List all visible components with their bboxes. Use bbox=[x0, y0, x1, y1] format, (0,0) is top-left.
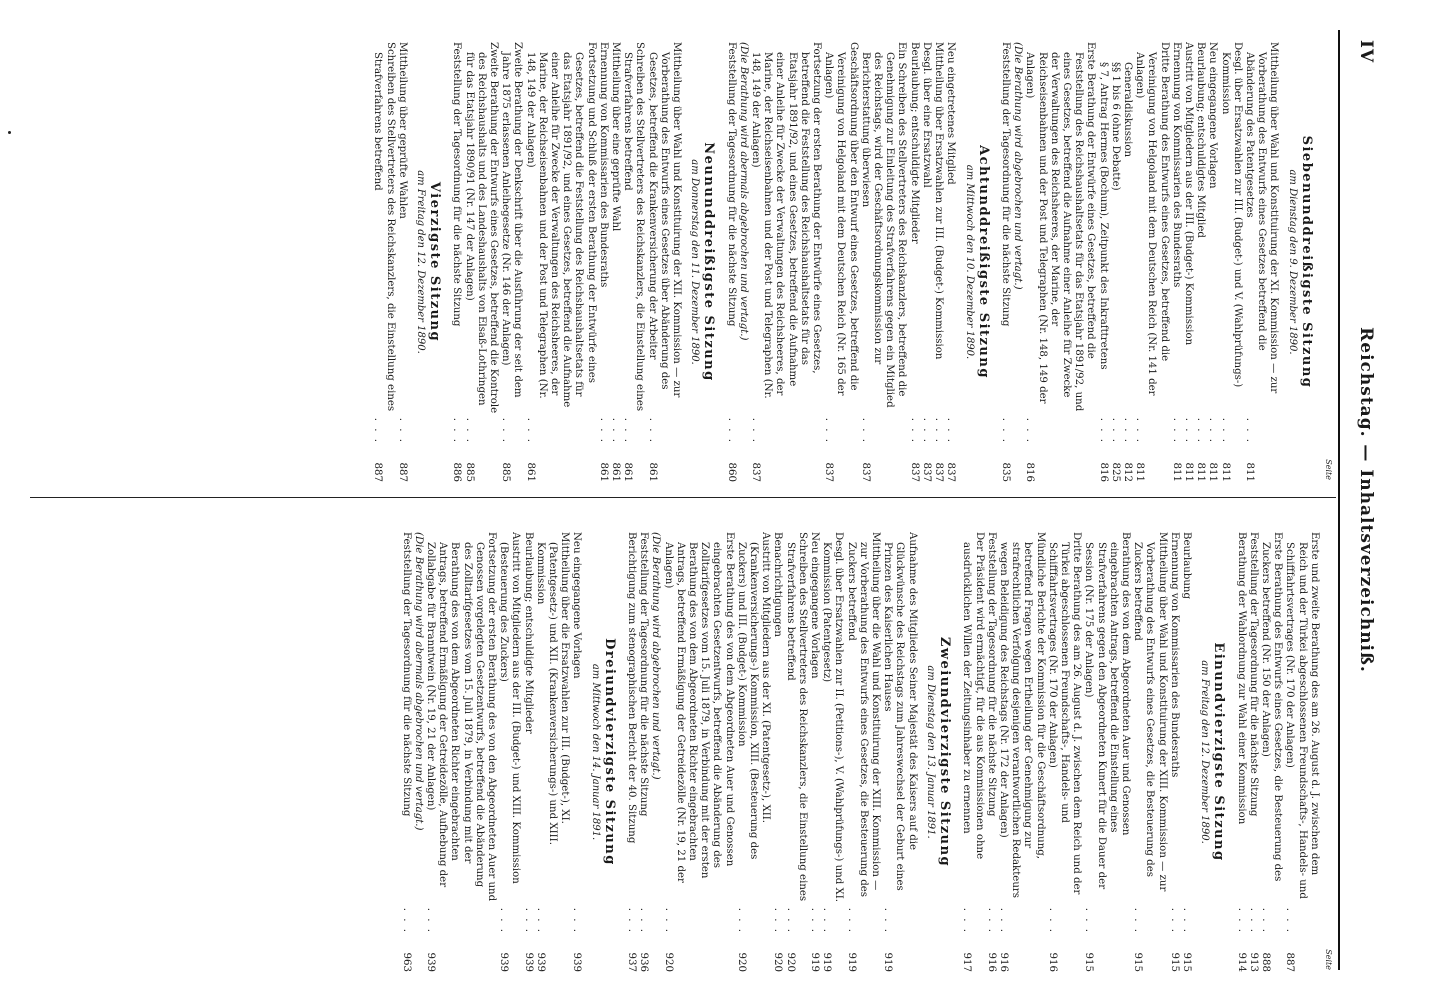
left-sessions bbox=[371, 42, 1312, 482]
leader-dots: . . . bbox=[1134, 417, 1146, 444]
toc-entry bbox=[724, 42, 736, 482]
toc-entry-text: Desgl. über eine Ersatzwahl bbox=[920, 42, 932, 188]
leader-dots: . . . bbox=[1247, 907, 1259, 934]
toc-page-number: 811 bbox=[1243, 462, 1255, 482]
toc-entry bbox=[1082, 532, 1131, 972]
toc-entry bbox=[1121, 42, 1133, 482]
toc-entry bbox=[997, 532, 1046, 972]
toc-page-number: 916 bbox=[997, 952, 1009, 972]
leader-dots: . . . bbox=[1170, 417, 1182, 444]
toc-entry bbox=[649, 532, 661, 972]
toc-page-number: 861 bbox=[622, 462, 634, 482]
toc-page-number: 861 bbox=[524, 462, 536, 482]
toc-page-number: 861 bbox=[646, 462, 658, 482]
toc-entry-text: Fortsetzung und Schluß der ersten Berathung der Entwürfe eines Gesetzes, betreffend die Feststellung des Reichshaushaltsetats für das Etatsjahr 1891/92, und eines Gesetzes, betreffend die Aufnahme einer Anleihe für Zwecke der Verwaltungen des Reichsheeres, der Marine, der Reichseisenbahnen und der Post und Telegraphen (Nr. 148, 149 der Anlagen) bbox=[524, 42, 597, 408]
toc-page-number: 919 bbox=[809, 952, 821, 972]
leader-dots: . . . bbox=[1109, 417, 1121, 444]
toc-page-number: 837 bbox=[750, 462, 762, 482]
leader-dots: . . . bbox=[372, 417, 384, 444]
leader-dots: . . . bbox=[571, 907, 583, 934]
toc-entry bbox=[737, 42, 749, 482]
toc-entry-text: Feststellung der Tagesordnung für die nächste Sitzung bbox=[1247, 532, 1259, 817]
session-title: Einundvierzigste Sitzung bbox=[1211, 642, 1227, 862]
leader-dots: . . . bbox=[821, 907, 833, 934]
toc-entry-text: Zweite Berathung der Entwurfs eines Gesetzes, betreffend die Kontrole des Reichshaushalts und des Landeshaushalts von Elsaß-Lothringen für das Etatsjahr 1890/91 (Nr. 147 der Anlagen) bbox=[463, 42, 499, 414]
leader-dots: . . . bbox=[646, 417, 658, 444]
toc-entry-text: Desgl. über Ersatzwahlen zur II. (Petitions-), V. (Wahlprüfungs-) und XI. Kommission (Patentgesetz) bbox=[821, 532, 845, 903]
toc-entry bbox=[499, 42, 523, 482]
leader-dots: . . . bbox=[1195, 417, 1207, 444]
leader-dots: . . . bbox=[823, 417, 835, 444]
toc-entry-text: Ernennung von Kommissarien des Bundesraths bbox=[1168, 532, 1180, 778]
column-divider bbox=[30, 497, 1336, 498]
leader-dots: . . . bbox=[1259, 907, 1271, 934]
toc-entry bbox=[609, 42, 621, 482]
toc-entry bbox=[625, 532, 637, 972]
leader-dots: . . . bbox=[1097, 417, 1109, 444]
toc-entry-text: Neu eingegangene Vorlagen bbox=[809, 532, 821, 679]
toc-entry-text: Neu eingegangene Vorlagen bbox=[571, 532, 583, 679]
session-date: am Mittwoch den 14. Januar 1891. bbox=[589, 663, 601, 841]
toc-entry bbox=[1194, 42, 1206, 482]
toc-entry bbox=[497, 532, 521, 972]
toc-entry bbox=[424, 532, 497, 972]
session-title: Vierzigste Sitzung bbox=[427, 181, 443, 343]
toc-page-number: 885 bbox=[500, 462, 512, 482]
toc-entry-text: Mittheilung über eine geprüfte Wahl bbox=[610, 42, 622, 232]
session-section bbox=[625, 532, 953, 972]
toc-page-number: 963 bbox=[400, 952, 412, 972]
leader-dots: . . . bbox=[1046, 907, 1058, 934]
toc-entry bbox=[1218, 42, 1242, 482]
toc-page-number: 837 bbox=[823, 462, 835, 482]
session-section bbox=[371, 42, 443, 482]
toc-entry-text: (Die Berathung wird abermals abgebrochen und vertagt.) bbox=[737, 42, 749, 341]
toc-entry-text: Feststellung der Tagesordnung für die nächste Sitzung bbox=[985, 532, 997, 817]
toc-entry-text: Feststellung der Tagesordnung für die nächste Sitzung bbox=[451, 42, 463, 327]
left-column bbox=[371, 42, 1334, 482]
toc-page-number: 939 bbox=[522, 952, 534, 972]
toc-entry bbox=[985, 532, 997, 972]
toc-entry-text: Berathung der Wahlordnung zur Wahl einer Kommission bbox=[1235, 532, 1247, 825]
toc-entry bbox=[412, 532, 424, 972]
session-section bbox=[399, 532, 617, 972]
leader-dots: . . . bbox=[622, 417, 634, 444]
toc-entry-text: Desgl. über Ersatzwahlen zur III. (Budget-) und V. (Wahlprüfungs-) Kommission bbox=[1219, 42, 1243, 388]
toc-page-number: 812 bbox=[1121, 462, 1133, 482]
toc-entry-text: Ernennung von Kommissarien des Bundesraths bbox=[597, 42, 609, 288]
toc-entry bbox=[1168, 532, 1180, 972]
toc-entry-text: Austritt von Mitgliedern aus der XI. (Patentgesetz-), XII. (Krankenversicherungs-) Kommission, XIII. (Besteuerung des Zuckers) und III. (Budget-) Kommission bbox=[735, 532, 772, 860]
toc-page-number: 920 bbox=[735, 952, 747, 972]
toc-page-number: 837 bbox=[945, 462, 957, 482]
toc-page-number: 837 bbox=[908, 462, 920, 482]
toc-entry-text: Mittheilung über Wahl und Konstituirung der XIII. Kommission — zur Vorberathung des Entwurfs eines Gesetzes, die Besteuerung des Zuckers betreffend bbox=[1132, 532, 1168, 892]
toc-entry bbox=[637, 532, 649, 972]
column-label: Seite bbox=[1324, 949, 1333, 970]
leader-dots: . . . bbox=[945, 417, 957, 444]
toc-entry-text: Erste Berathung des Entwurfs eines Gesetzes, die Besteuerung des Zuckers betreffend (Nr. 150 der Anlagen) bbox=[1259, 532, 1284, 882]
toc-page-number: 811 bbox=[1195, 462, 1207, 482]
leader-dots: . . . bbox=[522, 907, 534, 934]
right-column bbox=[399, 532, 1334, 972]
session-section bbox=[999, 42, 1312, 482]
leader-dots: . . . bbox=[1235, 907, 1247, 934]
toc-page-number: 861 bbox=[610, 462, 622, 482]
toc-entry-text: Mittheilung über die Wahl und Konstituirung der XIII. Kommission — zur Vorberathung des Entwurfs eines Gesetzes, die Besteuerung des Zuckers betreffend bbox=[845, 532, 882, 897]
leader-dots: . . . bbox=[610, 417, 622, 444]
toc-entry-text: Beurlaubung; entschuldigte Mitglieder bbox=[522, 532, 534, 734]
leader-dots: . . . bbox=[985, 907, 997, 934]
toc-entry-text: Feststellung der Tagesordnung für die nächste Sitzung bbox=[400, 532, 412, 817]
leader-dots: . . . bbox=[463, 417, 475, 444]
toc-entry-text: Mittheilung über Wahl und Konstituirung der XII. Kommission — zur Vorberathung des Entwurfs eines Gesetzes über Abänderung des Gesetzes, betreffend die Krankenversicherung der Arbeiter bbox=[646, 42, 683, 398]
toc-entry-text: Mittheilung über Ersatzwahlen zur III. (Budget-) Kommission bbox=[933, 42, 945, 360]
toc-entry bbox=[771, 532, 783, 972]
toc-page-number: 816 bbox=[1024, 462, 1036, 482]
toc-entry-text: Beurlaubung; entschuldigtes Mitglied bbox=[1195, 42, 1207, 238]
toc-entry-text: Ein Schreiben des Stellvertreters des Reichskanzlers, betreffend die Genehmigung zur Einleitung des Strafverfahrens gegen ein Mitglied des Reichstags, wird der Geschäftsordnungskommission zur Berichterstattung überwiesen bbox=[859, 42, 908, 408]
toc-entry-text: Schreiben des Stellvertreters des Reichskanzlers, die Einstellung eines Strafverfahrens betreffend bbox=[622, 42, 646, 412]
toc-entry bbox=[645, 42, 682, 482]
toc-page-number: 936 bbox=[638, 952, 650, 972]
toc-entry-text: Dritte Berathung des am 26. August d. J. zwischen dem Reich und der Türkei abgeschlossenen Freundschafts-, Handels- und Schifffahrtsvertrages (Nr. 170 der Anlagen) bbox=[1046, 532, 1083, 895]
toc-entry bbox=[521, 532, 533, 972]
toc-entry bbox=[371, 42, 395, 482]
toc-entry bbox=[661, 532, 734, 972]
toc-page-number: 919 bbox=[845, 952, 857, 972]
toc-page-number: 915 bbox=[1083, 952, 1095, 972]
toc-entry bbox=[1206, 42, 1218, 482]
toc-entry bbox=[1046, 532, 1083, 972]
toc-entry bbox=[1180, 532, 1192, 972]
toc-page-number: 811 bbox=[1134, 462, 1146, 482]
toc-entry bbox=[1109, 42, 1121, 482]
toc-entry bbox=[1011, 42, 1023, 482]
toc-entry bbox=[822, 42, 859, 482]
toc-entry-text: Berichtigung zum stenographischen Bericht der 40. Sitzung bbox=[626, 532, 638, 844]
toc-page-number: 860 bbox=[725, 462, 737, 482]
toc-entry bbox=[749, 42, 822, 482]
toc-page-number: 816 bbox=[1097, 462, 1109, 482]
toc-page-number: 811 bbox=[1182, 462, 1194, 482]
toc-entry bbox=[932, 42, 944, 482]
leader-dots: . . . bbox=[1083, 907, 1095, 934]
toc-entry bbox=[783, 532, 807, 972]
toc-entry-text: Neu eingetretenes Mitglied bbox=[945, 42, 957, 185]
toc-entry bbox=[1243, 42, 1280, 482]
toc-entry-text: Dritte Berathung des Entwurfs eines Gesetzes, betreffend die Vereinigung von Helgoland mit dem Deutschen Reich (Nr. 141 der Anlagen) bbox=[1134, 42, 1170, 396]
toc-entry bbox=[999, 42, 1011, 482]
toc-entry bbox=[1131, 532, 1168, 972]
leader-dots: . . . bbox=[500, 417, 512, 444]
leader-dots: . . . bbox=[1121, 417, 1133, 444]
session-title: Dreiundvierzigste Sitzung bbox=[601, 638, 617, 866]
session-date: am Freitag den 12. Dezember 1890. bbox=[1199, 660, 1211, 844]
toc-page-number: 920 bbox=[784, 952, 796, 972]
page-number-roman: IV bbox=[1356, 40, 1376, 64]
toc-entry-text: Schreiben des Stellvertreters des Reichskanzlers, die Einstellung eines Strafverfahrens betreffend bbox=[784, 532, 808, 902]
leader-dots: . . . bbox=[524, 417, 536, 444]
toc-page-number: 837 bbox=[859, 462, 871, 482]
column-label: Seite bbox=[1324, 459, 1333, 480]
leader-dots: . . . bbox=[400, 907, 412, 934]
toc-entry bbox=[450, 42, 462, 482]
toc-entry-text: Der Präsident wird ermächtigt, für die aus Kommissionen ohne ausdrücklichen Willen der Zeitungsinhaber zu ernennen bbox=[961, 532, 985, 860]
session-date: am Mittwoch den 10. Dezember 1890. bbox=[963, 164, 975, 360]
session-section bbox=[1234, 532, 1319, 972]
toc-page-number: 811 bbox=[1207, 462, 1219, 482]
toc-entry bbox=[597, 42, 609, 482]
leader-dots: . . . bbox=[1207, 417, 1219, 444]
toc-entry-text: Fortsetzung der ersten Berathung der Entwürfe eines Gesetzes, betreffend die Feststellung des Reichshaushaltsetats für das Etatsjahr 1891/92, und eines Gesetzes, betreffend die Aufnahme einer Anleihe für Zwecke der Verwaltungen des Reichsheeres, der Marine, der Reichseisenbahnen und der Post und Telegraphen (Nr. 148, 149 der Anlagen) bbox=[750, 42, 823, 399]
toc-page-number: 885 bbox=[463, 462, 475, 482]
toc-page-number: 886 bbox=[451, 462, 463, 482]
toc-entry-text: Erste Berathung des von dem Abgeordneten Auer und Genossen eingebrachten Gesetzentwurfs, betreffend die Abänderung des Zolltarifgesetzes vom 15. Juli 1879, in Verbindung mit der ersten Berathung des von dem Abgeordneten Richter eingebrachten Antrags, betreffend Ermäßigung der Getreidezölle (Nr. 19, 21 der Anlagen) bbox=[662, 532, 735, 883]
leader-dots: . . . bbox=[1219, 417, 1231, 444]
right-sessions bbox=[399, 532, 1319, 972]
leader-dots: . . . bbox=[845, 907, 857, 934]
toc-page-number: 825 bbox=[1109, 462, 1121, 482]
leader-dots: . . . bbox=[859, 417, 871, 444]
toc-entry bbox=[1283, 532, 1320, 972]
toc-page-number: 939 bbox=[571, 952, 583, 972]
toc-entry bbox=[1259, 532, 1283, 972]
leader-dots: . . . bbox=[961, 907, 973, 934]
leader-dots: . . . bbox=[396, 417, 408, 444]
leader-dots: . . . bbox=[534, 907, 546, 934]
toc-page-number: 914 bbox=[1235, 952, 1247, 972]
toc-entry bbox=[1234, 532, 1246, 972]
leader-dots: . . . bbox=[725, 417, 737, 444]
toc-entry-text: Aufnahme des Mitgliedes Seiner Majestät des Kaisers auf die Glückwünsche des Reichstags zum Jahreswechsel der Geburt eines Prinzen des Kaiserlichen Hauses bbox=[882, 532, 918, 891]
toc-entry-text: §§ 1 bis 6 (ohne Debatte) bbox=[1109, 62, 1121, 191]
toc-entry bbox=[399, 532, 411, 972]
toc-entry-text: Erste Berathung der Entwürfe eines Gesetzes, betreffend die Feststellung des Reichshaushaltsetats für das Etatsjahr 1891/92, und eines Gesetzes, betreffend die Aufnahme einer Anleihe für Zwecke der Verwaltungen des Reichsheeres, der Marine, der Reichseisenbahnen und der Post und Telegraphen (Nr. 148, 149 der Anlagen) bbox=[1024, 42, 1097, 412]
toc-page-number: 887 bbox=[372, 462, 384, 482]
toc-entry bbox=[1182, 42, 1194, 482]
toc-entry-text: Austritt von Mitgliedern aus der III. (Budget-) und XIII. Kommission (Besteuerung des Zuckers) bbox=[498, 532, 522, 884]
session-title: Achtunddreißigste Sitzung bbox=[975, 145, 991, 379]
leader-dots: . . . bbox=[882, 907, 894, 934]
toc-page-number: 939 bbox=[498, 952, 510, 972]
toc-entry bbox=[908, 42, 920, 482]
leader-dots: . . . bbox=[1180, 907, 1192, 934]
toc-page-number: 915 bbox=[1180, 952, 1192, 972]
leader-dots: . . . bbox=[1168, 907, 1180, 934]
session-date: am Freitag den 12. Dezember 1890. bbox=[414, 170, 426, 354]
toc-entry-text: Mündliche Berichte der Kommission für die Geschäftsordnung, betreffend Fragen wegen Ertheilung der Genehmigung zur strafrechtlichen Verfolgung desjenigen verantwortlichen Redakteurs wegen Beleidigung des Reichstags (Nr. 172 der Anlagen) bbox=[997, 532, 1046, 898]
toc-entry-text: Feststellung der Tagesordnung für die nächste Sitzung bbox=[999, 42, 1011, 327]
toc-entry-text: Fortsetzung der ersten Berathung des von den Abgeordneten Auer und Genossen vorgelegten Gesetzentwurfs, betreffend die Abänderung des Zolltarifgesetzes vom 15. Juli 1879, in Verbindung mit der Berathung des von dem Abgeordneten Richter eingebrachten Antrags, betreffend Ermäßigung der Getreidezölle, Aufhebung der Zollabgabe für Branntwein (Nr. 19, 21 der Anlagen) bbox=[424, 532, 497, 902]
toc-page-number: 939 bbox=[534, 952, 546, 972]
toc-entry bbox=[1133, 42, 1170, 482]
leader-dots: . . . bbox=[662, 907, 674, 934]
toc-entry bbox=[396, 42, 408, 482]
toc-entry-text: Zweite Berathung der Denkschrift über die Ausführung der seit dem Jahre 1875 erlassenen Anleihegesetze (Nr. 146 der Anlagen) bbox=[500, 42, 524, 398]
toc-page-number: 811 bbox=[1170, 462, 1182, 482]
toc-entry-text: Benachrichtigungen bbox=[772, 532, 784, 637]
page-header bbox=[1348, 40, 1376, 960]
toc-page-number: 937 bbox=[626, 952, 638, 972]
toc-page-number: 916 bbox=[1046, 952, 1058, 972]
session-section bbox=[960, 532, 1227, 972]
toc-entry-text: Geschäftsordnung über den Entwurf eines Gesetzes, betreffend die Vereinigung von Helgoland mit dem Deutschen Reich (Nr. 165 der Anlagen) bbox=[823, 42, 859, 396]
toc-page-number: 887 bbox=[396, 462, 408, 482]
toc-entry bbox=[844, 532, 881, 972]
leader-dots: . . . bbox=[424, 907, 436, 934]
toc-entry-text: (Die Berathung wird abermals abgebrochen und vertagt.) bbox=[412, 532, 424, 831]
toc-entry bbox=[735, 532, 772, 972]
leader-dots: . . . bbox=[451, 417, 463, 444]
leader-dots: . . . bbox=[735, 907, 747, 934]
toc-entry bbox=[1170, 42, 1182, 482]
toc-page-number: 916 bbox=[985, 952, 997, 972]
toc-entry bbox=[1096, 42, 1108, 482]
leader-dots: . . . bbox=[997, 907, 1009, 934]
toc-page-number: 913 bbox=[1247, 952, 1259, 972]
header-rule bbox=[1338, 30, 1340, 970]
session-title: Zweiundvierzigste Sitzung bbox=[937, 636, 953, 868]
session-date: am Donnerstag den 11. Dezember 1890. bbox=[689, 159, 701, 365]
leader-dots: . . . bbox=[809, 907, 821, 934]
toc-page-number: 887 bbox=[1284, 952, 1296, 972]
toc-entry-text: Beurlaubung bbox=[1180, 532, 1192, 600]
toc-entry bbox=[1247, 532, 1259, 972]
leader-dots: . . . bbox=[999, 417, 1011, 444]
toc-entry-text: Schreiben des Stellvertreters des Reichskanzlers, die Einstellung eines Strafverfahrens betreffend bbox=[372, 42, 396, 412]
leader-dots: . . . bbox=[750, 417, 762, 444]
toc-entry bbox=[621, 42, 645, 482]
leader-dots: . . . bbox=[1132, 907, 1144, 934]
leader-dots: . . . bbox=[1182, 417, 1194, 444]
leader-dots: . . . bbox=[1243, 417, 1255, 444]
toc-entry bbox=[570, 532, 582, 972]
toc-entry bbox=[944, 42, 956, 482]
leader-dots: . . . bbox=[933, 417, 945, 444]
toc-entry-text: Feststellung der Tagesordnung für die nächste Sitzung bbox=[725, 42, 737, 327]
toc-page-number: 920 bbox=[662, 952, 674, 972]
toc-page-number: 811 bbox=[1219, 462, 1231, 482]
leader-dots: . . . bbox=[1284, 907, 1296, 934]
toc-entry-text: Mittheilung über Wahl und Konstituirung der XI. Kommission — zur Vorberathung des Entwurfs eines Gesetzes betreffend die Abänderung des Patentgesetzes bbox=[1243, 42, 1280, 394]
toc-entry bbox=[808, 532, 820, 972]
toc-entry-text: Mittheilung über die Ersatzwahlen zur III. (Budget-), XI. (Patentgesetz-) und XII. (Krankenversicherungs-) und XIII. Kommission bbox=[534, 532, 571, 845]
leader-dots: . . . bbox=[638, 907, 650, 934]
leader-dots: . . . bbox=[908, 417, 920, 444]
toc-entry bbox=[523, 42, 596, 482]
toc-page-number: 919 bbox=[882, 952, 894, 972]
session-title: Neununddreißigste Sitzung bbox=[701, 142, 717, 382]
toc-entry bbox=[1023, 42, 1096, 482]
toc-page-number: 888 bbox=[1259, 952, 1271, 972]
toc-page-number: 837 bbox=[920, 462, 932, 482]
toc-entry-text: (Die Berathung wird abgebrochen und vertagt.) bbox=[1012, 42, 1024, 290]
leader-dots: . . . bbox=[1024, 417, 1036, 444]
toc-entry-text: Berathung des von dem Abgeordneten Auer und Genossen eingebrachten Antrags, betreffend die Einstellung eines Strafverfahrens gegen den Abgeordneten Kunert für die Dauer der Session (Nr. 175 der Anlagen) bbox=[1083, 532, 1131, 890]
toc-page-number: 917 bbox=[961, 952, 973, 972]
toc-page-number: 861 bbox=[597, 462, 609, 482]
leader-dots: . . . bbox=[597, 417, 609, 444]
toc-entry-text: Generaldiskussion bbox=[1121, 62, 1133, 158]
toc-entry bbox=[960, 532, 984, 972]
toc-entry-text: Neu eingegangene Vorlagen bbox=[1207, 42, 1219, 189]
toc-page-number: 915 bbox=[1132, 952, 1144, 972]
session-date: am Dienstag den 13. Januar 1891. bbox=[924, 665, 936, 839]
toc-page-number: 919 bbox=[821, 952, 833, 972]
toc-entry bbox=[859, 42, 908, 482]
toc-entry bbox=[820, 532, 844, 972]
leader-dots: . . . bbox=[772, 907, 784, 934]
session-section bbox=[450, 42, 717, 482]
toc-page-number: 939 bbox=[424, 952, 436, 972]
toc-entry-text: § 7, Antrag Hermes (Bochum), Zeitpunkt des Inkrafttretens bbox=[1097, 62, 1109, 370]
toc-entry bbox=[920, 42, 932, 482]
toc-page-number: 915 bbox=[1168, 952, 1180, 972]
page-title: Reichstag. — Inhaltsverzeichniß. bbox=[1356, 327, 1376, 673]
toc-entry-text: (Die Berathung wird abgebrochen und vertagt.) bbox=[650, 532, 662, 780]
leader-dots: . . . bbox=[784, 907, 796, 934]
toc-page-number: 837 bbox=[933, 462, 945, 482]
toc-entry-text: Erste und zweite Berathung des am 26. August d. J. zwischen dem Reich und der Türkei abgeschlossenen Freundschafts-, Handels- und Schifffahrtsvertrages (Nr. 170 der Anlagen) bbox=[1284, 532, 1320, 899]
session-title: Siebenunddreißigste Sitzung bbox=[1298, 135, 1314, 389]
toc-entry bbox=[462, 42, 499, 482]
session-date: am Dienstag den 9. Dezember 1890. bbox=[1286, 169, 1298, 355]
toc-entry-text: Austritt von Mitgliedern aus der III. (Budget-) Kommission bbox=[1182, 42, 1194, 346]
toc-entry-text: Feststellung der Tagesordnung für die nächste Sitzung bbox=[638, 532, 650, 817]
toc-entry-text: Mittheilung über geprüfte Wahlen bbox=[396, 42, 408, 219]
toc-entry-text: Beurlaubung; entschuldigte Mitglieder bbox=[908, 42, 920, 244]
toc-entry bbox=[881, 532, 918, 972]
toc-page-number: 835 bbox=[999, 462, 1011, 482]
scan-speck bbox=[8, 131, 11, 134]
leader-dots: . . . bbox=[498, 907, 510, 934]
session-section bbox=[724, 42, 991, 482]
leader-dots: . . . bbox=[626, 907, 638, 934]
toc-entry-text: Ernennung von Kommissarien des Bundesraths bbox=[1170, 42, 1182, 288]
leader-dots: . . . bbox=[920, 417, 932, 444]
toc-page-number: 920 bbox=[772, 952, 784, 972]
toc-entry bbox=[534, 532, 571, 972]
